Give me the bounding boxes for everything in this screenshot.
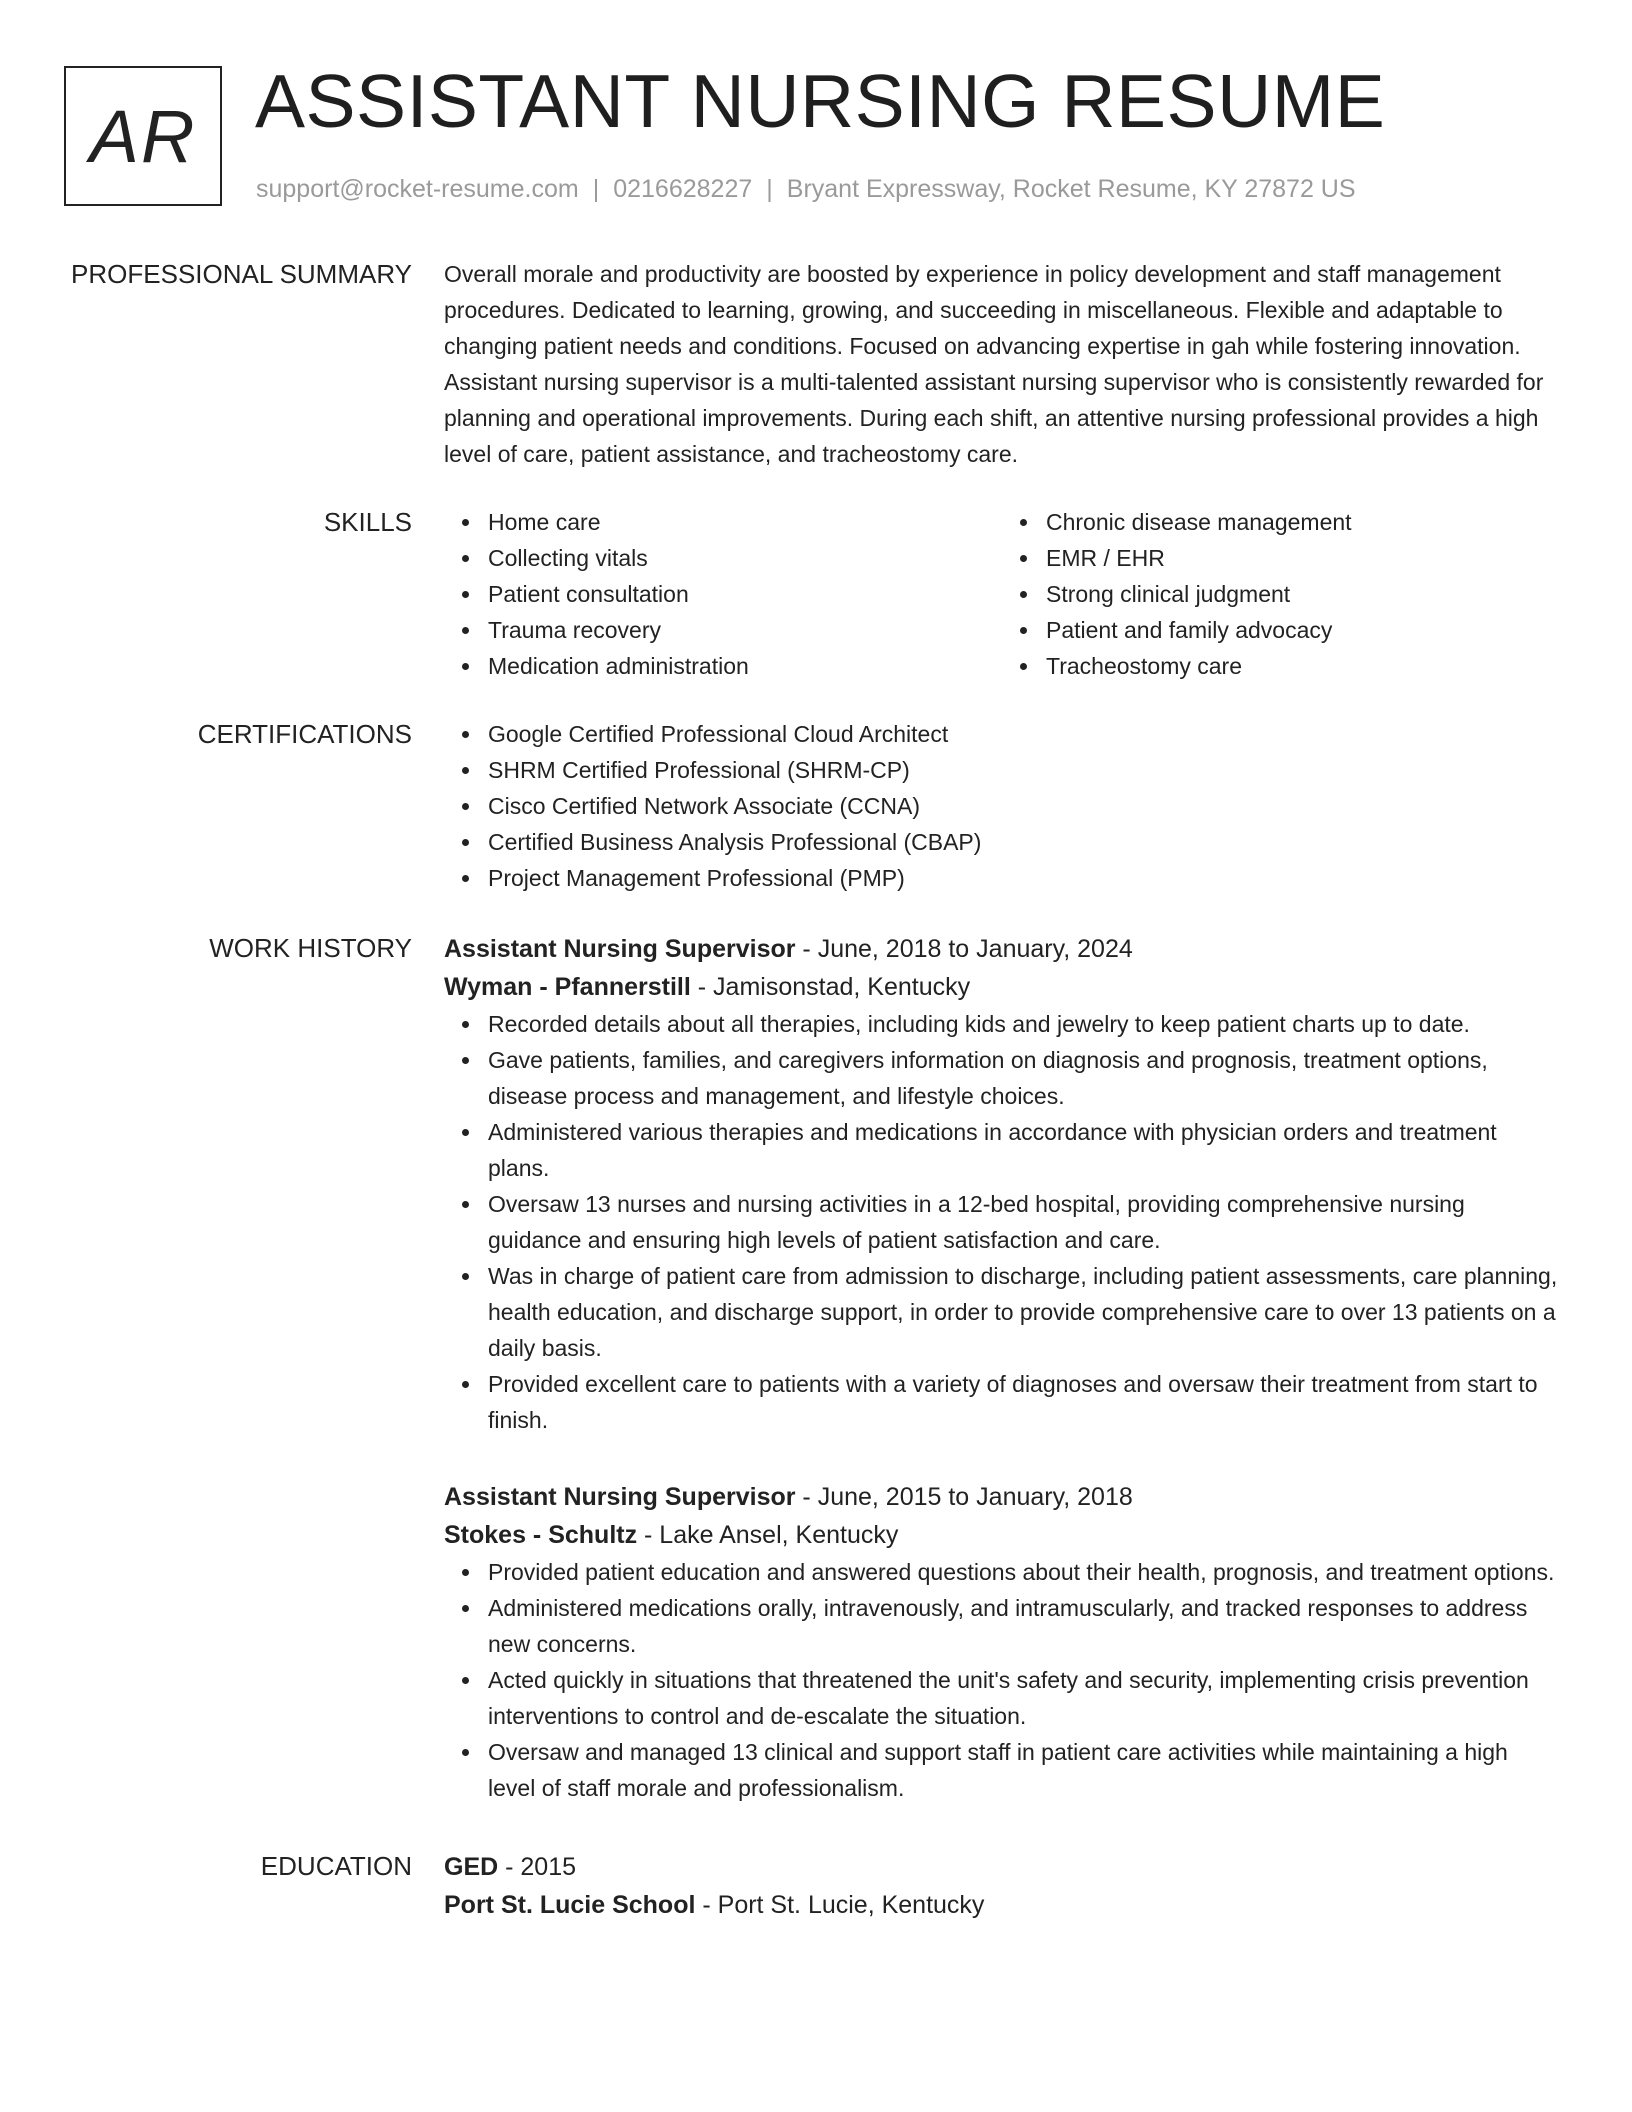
certification-item: SHRM Certified Professional (SHRM-CP)	[488, 752, 1560, 788]
work-history-section	[0, 930, 1632, 1806]
education-school-line	[444, 1886, 1560, 1924]
contact-separator: |	[766, 175, 773, 203]
job-bullet: Provided excellent care to patients with a variety of diagnoses and oversaw their treatment from start to finish.	[488, 1366, 1560, 1438]
skill-item: Patient consultation	[488, 576, 1002, 612]
education-section	[0, 1848, 1632, 1924]
certification-item: Cisco Certified Network Associate (CCNA)	[488, 788, 1560, 824]
section-label-skills: SKILLS	[323, 507, 412, 537]
job-bullet-list	[444, 1554, 1560, 1806]
skill-item: EMR / EHR	[1046, 540, 1560, 576]
section-label-education: EDUCATION	[260, 1851, 412, 1881]
certification-item: Certified Business Analysis Professional (CBAP)	[488, 824, 1560, 860]
certification-item: Project Management Professional (PMP)	[488, 860, 1560, 896]
job-bullet: Provided patient education and answered questions about their health, prognosis, and treatment options.	[488, 1554, 1560, 1590]
job-title-line	[444, 1478, 1560, 1516]
job-bullet: Administered medications orally, intravenously, and intramuscularly, and tracked responses to address new concerns.	[488, 1590, 1560, 1662]
section-label-summary: PROFESSIONAL SUMMARY	[71, 259, 412, 289]
job-bullet: Oversaw 13 nurses and nursing activities in a 12-bed hospital, providing comprehensive nursing guidance and ensuring high levels of patient satisfaction and care.	[488, 1186, 1560, 1258]
job-company-line	[444, 968, 1560, 1006]
education-location: - Port St. Lucie, Kentucky	[695, 1891, 985, 1919]
education-year: - 2015	[498, 1853, 577, 1881]
job-bullet: Oversaw and managed 13 clinical and support staff in patient care activities while maintaining a high level of staff morale and professionalism.	[488, 1734, 1560, 1806]
job-entry	[444, 1478, 1560, 1806]
initials-text: AR	[89, 94, 197, 178]
skill-item: Chronic disease management	[1046, 504, 1560, 540]
job-location: - Jamisonstad, Kentucky	[690, 973, 971, 1001]
skills-section	[0, 504, 1632, 684]
skill-item: Medication administration	[488, 648, 1002, 684]
job-bullet: Administered various therapies and medications in accordance with physician orders and treatment plans.	[488, 1114, 1560, 1186]
skill-item: Tracheostomy care	[1046, 648, 1560, 684]
contact-address: Bryant Expressway, Rocket Resume, KY 27872 US	[786, 175, 1356, 203]
job-title-line	[444, 930, 1560, 968]
contact-phone: 0216628227	[613, 175, 753, 203]
job-bullet: Gave patients, families, and caregivers information on diagnosis and prognosis, treatment options, disease process and management, and lifestyle choices.	[488, 1042, 1560, 1114]
job-bullet: Recorded details about all therapies, including kids and jewelry to keep patient charts up to date.	[488, 1006, 1560, 1042]
section-label-certifications: CERTIFICATIONS	[197, 719, 412, 749]
summary-body	[444, 256, 1560, 472]
certifications-body	[444, 716, 1560, 896]
job-location: - Lake Ansel, Kentucky	[637, 1521, 899, 1549]
skill-item: Home care	[488, 504, 1002, 540]
resume-content	[0, 256, 1632, 1924]
skill-item: Trauma recovery	[488, 612, 1002, 648]
job-company-line	[444, 1516, 1560, 1554]
resume-title: ASSISTANT NURSING RESUME	[255, 59, 1386, 143]
skills-column-2	[1002, 504, 1560, 684]
job-bullet: Acted quickly in situations that threatened the unit's safety and security, implementing crisis prevention interventions to control and de-escalate the situation.	[488, 1662, 1560, 1734]
skill-item: Collecting vitals	[488, 540, 1002, 576]
job-entry	[444, 930, 1560, 1438]
initials-monogram	[64, 66, 222, 206]
contact-line	[256, 173, 1356, 205]
certifications-list	[444, 716, 1560, 896]
job-dates: - June, 2015 to January, 2018	[795, 1483, 1133, 1511]
education-body	[444, 1848, 1560, 1924]
education-degree-line	[444, 1848, 1560, 1886]
skill-item: Patient and family advocacy	[1046, 612, 1560, 648]
section-label-work-history: WORK HISTORY	[209, 933, 412, 963]
education-school: Port St. Lucie School	[444, 1891, 696, 1919]
job-company: Wyman - Pfannerstill	[444, 973, 691, 1001]
job-dates: - June, 2018 to January, 2024	[795, 935, 1133, 963]
job-title: Assistant Nursing Supervisor	[444, 1483, 796, 1511]
skills-grid	[444, 504, 1560, 684]
professional-summary-section	[0, 256, 1632, 472]
certifications-section	[0, 716, 1632, 896]
job-bullet-list	[444, 1006, 1560, 1438]
contact-separator: |	[592, 175, 600, 203]
job-company: Stokes - Schultz	[444, 1521, 638, 1549]
job-bullet: Was in charge of patient care from admission to discharge, including patient assessments, care planning, health education, and discharge support, in order to provide comprehensive care to over 13 patients on a daily basis.	[488, 1258, 1560, 1366]
contact-email: support@rocket-resume.com	[256, 175, 579, 203]
skills-column-1	[444, 504, 1002, 684]
job-title: Assistant Nursing Supervisor	[444, 935, 796, 963]
certification-item: Google Certified Professional Cloud Architect	[488, 716, 1560, 752]
education-degree: GED	[444, 1853, 499, 1881]
work-history-body	[444, 930, 1560, 1806]
skill-item: Strong clinical judgment	[1046, 576, 1560, 612]
summary-text: Overall morale and productivity are boosted by experience in policy development and staff management procedures. Dedicated to learning, growing, and succeeding in miscellaneous. Flexible and adaptable to changing patient needs and conditions. Focused on advancing expertise in gah while fostering innovation. Assistant nursing supervisor is a multi-talented assistant nursing supervisor who is consistently rewarded for planning and operational improvements. During each shift, an attentive nursing professional provides a high level of care, patient assistance, and tracheostomy care.	[444, 261, 1544, 467]
